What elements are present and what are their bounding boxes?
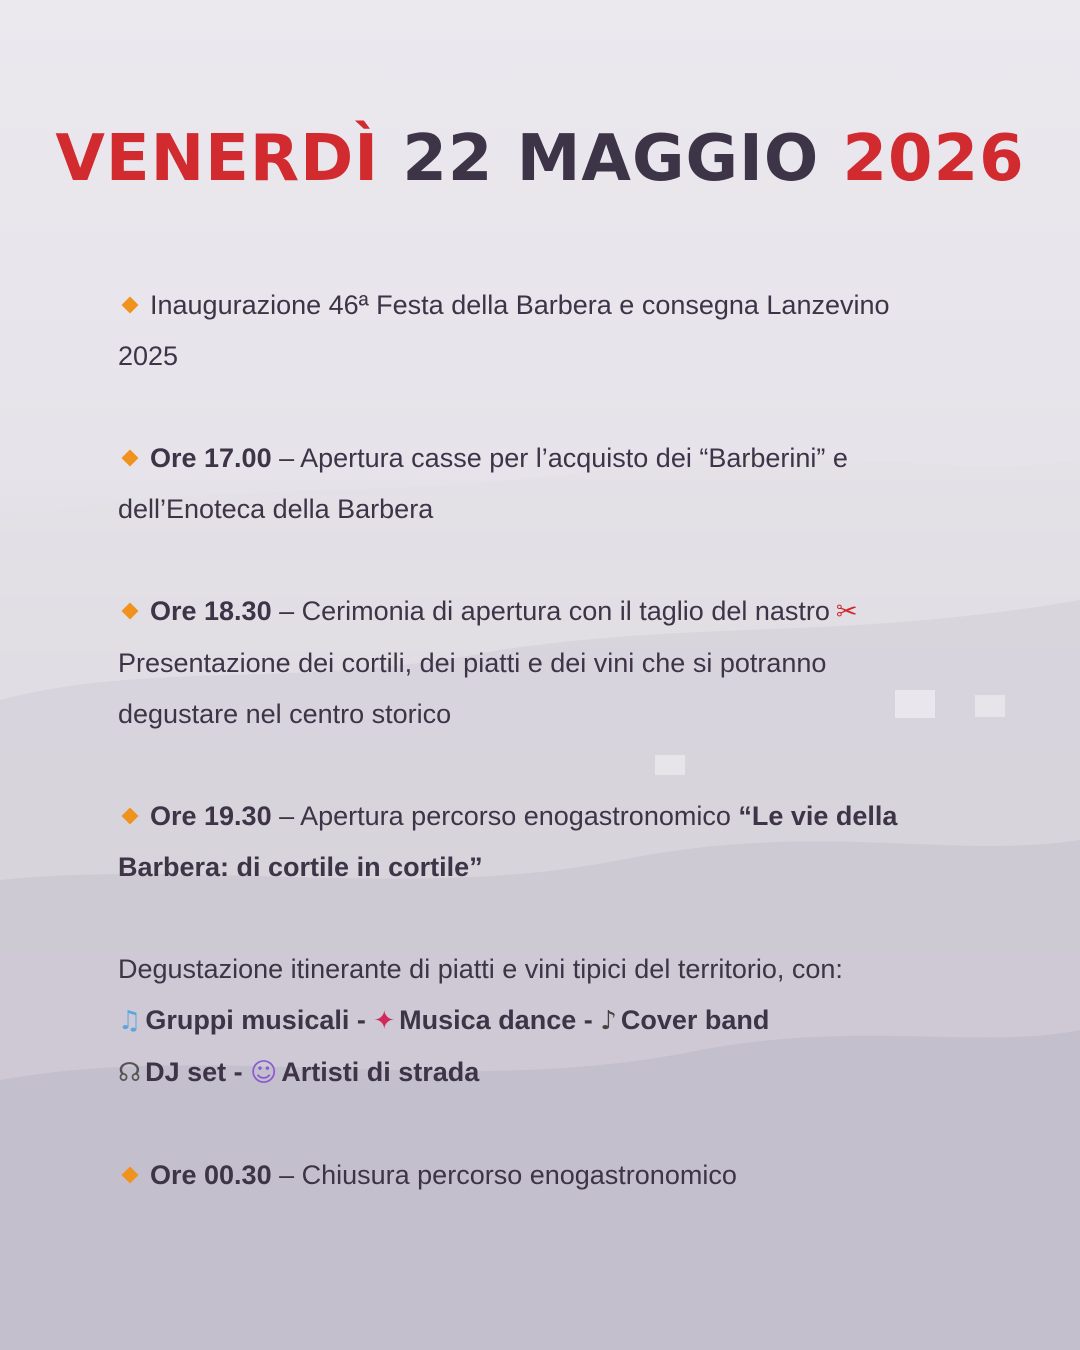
item-time: Ore 17.00 [150, 443, 272, 473]
diamond-bullet-icon [122, 807, 139, 824]
dancer-icon: ✦ [373, 1006, 396, 1036]
program-item-inauguration [118, 280, 948, 382]
theater-masks-icon: ☺ [250, 1058, 278, 1088]
diamond-bullet-icon [122, 296, 139, 313]
title-date: 22 MAGGIO [402, 122, 820, 196]
diamond-bullet-icon [122, 602, 139, 619]
program-item-1700 [118, 433, 948, 535]
microphone-icon: ♪ [600, 1006, 617, 1036]
musical-notes-icon: ♫ [118, 1006, 142, 1036]
item-text: – Apertura percorso enogastronomico [271, 801, 739, 831]
scissors-icon: ✂ [835, 597, 858, 627]
act-label: Musica dance [399, 1005, 577, 1035]
headphones-icon: ☊ [118, 1058, 142, 1088]
item-time: Ore 19.30 [150, 801, 272, 831]
act-label: Gruppi musicali [145, 1005, 350, 1035]
item-text: Presentazione dei cortili, dei piatti e dei vini che si potranno [118, 648, 827, 678]
item-highlight: Barbera: di cortile in cortile” [118, 852, 483, 882]
page-title [0, 122, 1080, 196]
program-item-activities [118, 944, 948, 1099]
item-text: – Chiusura percorso enogastronomico [271, 1160, 737, 1190]
title-year: 2026 [842, 122, 1025, 196]
act-separator: - [226, 1057, 251, 1087]
item-time: Ore 00.30 [150, 1160, 272, 1190]
item-text: degustare nel centro storico [118, 699, 452, 729]
program-item-0030 [118, 1150, 948, 1201]
act-label: DJ set [145, 1057, 227, 1087]
activities-intro: Degustazione itinerante di piatti e vini tipici del territorio, con: [118, 954, 843, 984]
program-item-1930 [118, 791, 948, 893]
act-separator: - [349, 1005, 374, 1035]
act-separator: - [576, 1005, 601, 1035]
title-weekday: VENERDÌ [55, 122, 380, 196]
item-text: 2025 [118, 341, 179, 371]
item-highlight: “Le vie della [738, 801, 898, 831]
program-item-1830 [118, 586, 948, 740]
program-list [118, 280, 948, 1252]
item-text: Inaugurazione 46ª Festa della Barbera e consegna Lanzevino [150, 290, 890, 320]
act-label: Cover band [620, 1005, 770, 1035]
item-text: dell’Enoteca della Barbera [118, 494, 434, 524]
item-time: Ore 18.30 [150, 596, 272, 626]
diamond-bullet-icon [122, 1166, 139, 1183]
item-text: – Apertura casse per l’acquisto dei “Barberini” e [271, 443, 848, 473]
item-text: – Cerimonia di apertura con il taglio del nastro [271, 596, 830, 626]
diamond-bullet-icon [122, 449, 139, 466]
act-label: Artisti di strada [281, 1057, 480, 1087]
